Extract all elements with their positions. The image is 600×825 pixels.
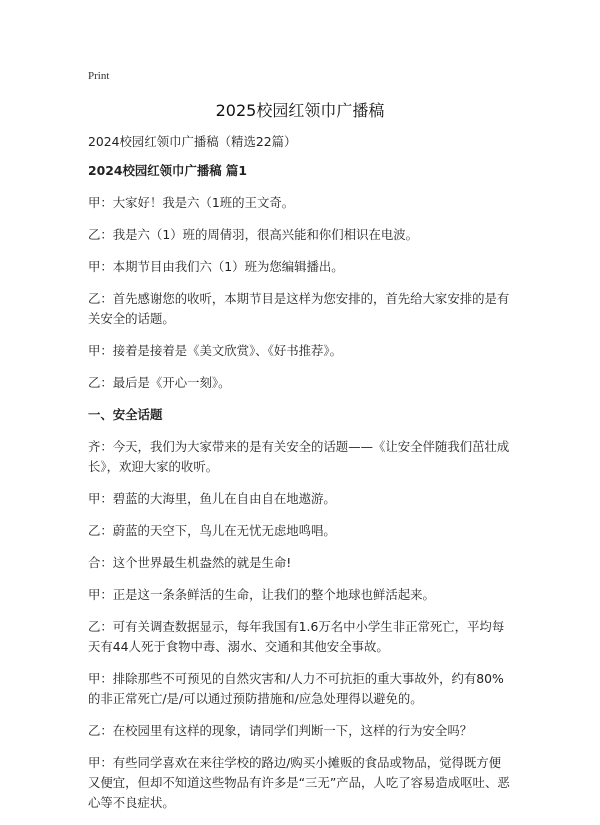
paragraph: 乙：首先感谢您的收听，本期节目是这样为您安排的，首先给大家安排的是有关安全的话题。: [88, 291, 510, 326]
paragraph: 甲：接着是接着是《美文欣赏》、《好书推荐》。: [88, 343, 342, 358]
paragraph: 乙：在校园里有这样的现象，请同学们判断一下，这样的行为安全吗？: [88, 723, 473, 738]
paragraph: 甲：碧蓝的大海里，鱼儿在自由自在地遨游。: [88, 491, 336, 506]
paragraph: 甲：本期节目由我们六（1）班为您编辑播出。: [88, 259, 344, 274]
paragraph: 乙：蔚蓝的天空下，鸟儿在无忧无虑地鸣唱。: [88, 523, 336, 538]
paragraph: 乙：我是六（1）班的周倩羽，很高兴能和你们相识在电波。: [88, 227, 419, 242]
section-title: 2024校园红领巾广播稿 篇1: [88, 163, 247, 178]
paragraph: 乙：可有关调查数据显示，每年我国有1.6万名中小学生非正常死亡，平均每天有44人死于食物中毒、溺水、交通和其他安全事故。: [88, 619, 505, 654]
print-label: Print: [88, 70, 110, 82]
section-heading: 一、安全话题: [88, 407, 163, 422]
paragraph: 甲：大家好！我是六（1班的王文奇。: [88, 195, 295, 210]
document-body: [88, 132, 512, 825]
page-title: 2025校园红领巾广播稿: [215, 101, 385, 120]
document-subtitle: 2024校园红领巾广播稿（精选22篇）: [88, 134, 297, 149]
paragraph: 甲：有些同学喜欢在来往学校的路边/购买小摊贩的食品或物品，觉得既方便又便宜，但却不知道这些物品有许多是“三无”产品，人吃了容易造成呕吐、恶心等不良症状。: [88, 755, 510, 810]
paragraph: 甲：正是这一条条鲜活的生命，让我们的整个地球也鲜活起来。: [88, 587, 435, 602]
paragraph: 甲：排除那些不可预见的自然灾害和/人力不可抗拒的重大事故外，约有80%的非正常死亡/是/可以通过预防措施和/应急处理得以避免的。: [88, 671, 504, 706]
paragraph: 齐：今天，我们为大家带来的是有关安全的话题——《让安全伴随我们茁壮成长》，欢迎大家的收听。: [88, 439, 510, 474]
paragraph: 乙：最后是《开心一刻》。: [88, 375, 231, 390]
paragraph: 合：这个世界最生机盎然的就是生命!: [88, 555, 292, 570]
